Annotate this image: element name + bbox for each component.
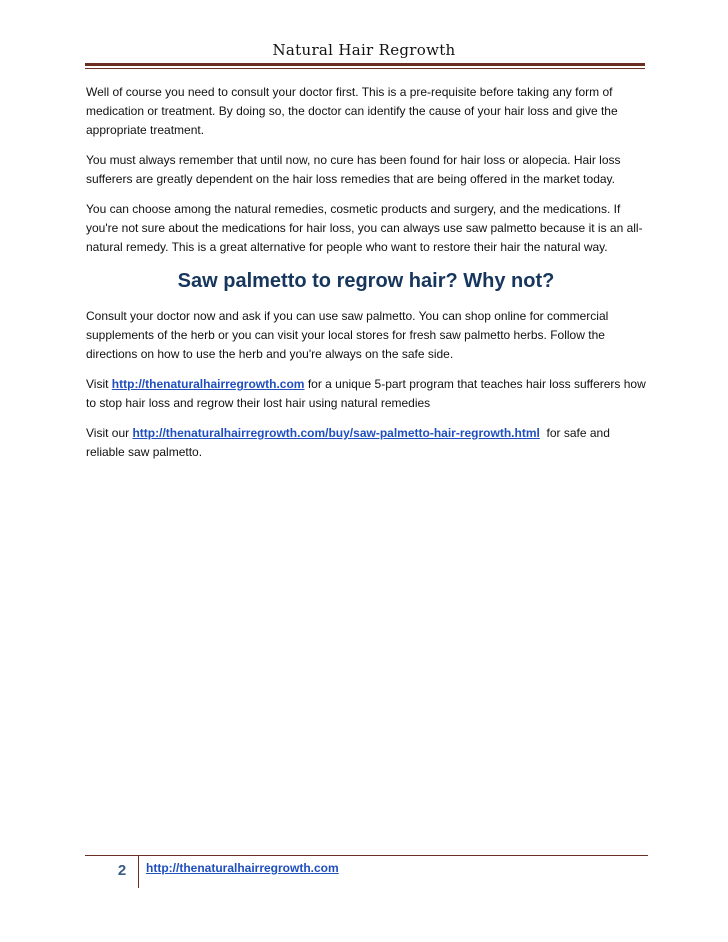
paragraph-consult: Consult your doctor now and ask if you can use saw palmetto. You can shop online for commercial supplements of the herb or you can visit your local stores for fresh saw palmetto herbs. Follow the directions on how to use the herb and you're always on the safe side. [86, 309, 609, 361]
saw-palmetto-link[interactable]: http://thenaturalhairregrowth.com/buy/saw-palmetto-hair-regrowth.html [132, 426, 540, 440]
header-rule [85, 63, 645, 66]
visit-suffix: for a unique 5-part program that teaches hair loss sufferers how to stop hair loss and regrow their lost hair using natural remedies [86, 377, 646, 410]
header-rule-thin [85, 68, 645, 69]
document-body [86, 83, 646, 473]
header-title: Natural Hair Regrowth [272, 41, 456, 59]
paragraph-2: You must always remember that until now, no cure has been found for hair loss or alopecia. Hair loss sufferers are greatly dependent on the hair loss remedies that are being offered in the market today. [86, 153, 621, 186]
section-heading: Saw palmetto to regrow hair? Why not? [177, 270, 555, 292]
visit-prefix: Visit [86, 377, 112, 391]
program-link[interactable]: http://thenaturalhairregrowth.com [111, 377, 305, 391]
footer-divider [138, 856, 139, 888]
page-number: 2 [117, 862, 127, 879]
paragraph-visit-shop [86, 424, 646, 462]
footer-rule [85, 855, 648, 856]
paragraph-3: You can choose among the natural remedies, cosmetic products and surgery, and the medications. If you're not sure about the medications for hair loss, you can always use saw palmetto because it is an all-natural remedy. This is a great alternative for people who want to restore their hair the natural way. [86, 202, 643, 254]
visit-our-suffix: for safe and reliable saw palmetto. [86, 426, 614, 459]
paragraph-visit-program [86, 375, 646, 413]
paragraph-1: Well of course you need to consult your doctor first. This is a pre-requisite before taking any form of medication or treatment. By doing so, the doctor can identify the cause of your hair loss and give the appropriate treatment. [86, 85, 618, 137]
footer-link[interactable]: http://thenaturalhairregrowth.com [146, 861, 339, 875]
visit-our-prefix: Visit our [86, 426, 133, 440]
